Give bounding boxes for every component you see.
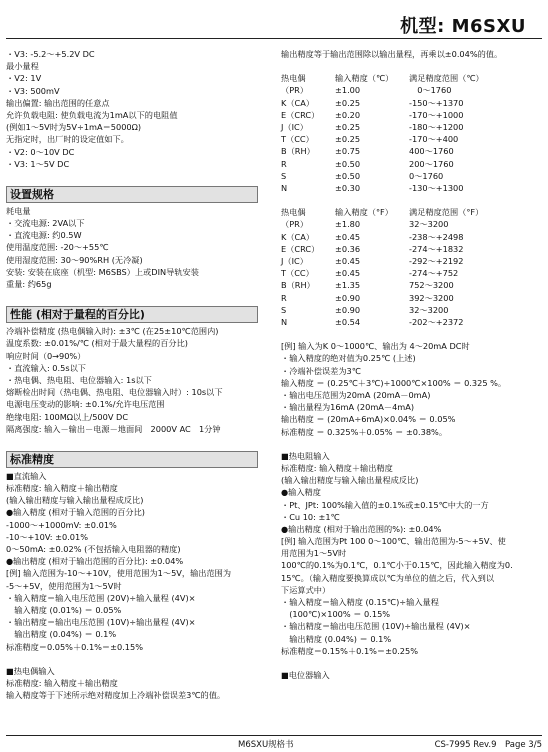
table-cell: ±0.36 <box>335 243 361 254</box>
text-line: (100℃)×100% ＝ 0.15% <box>281 609 391 620</box>
footer-doc-title: M6SXU规格书 <box>238 740 294 750</box>
text-line: 标准精度 ＝ 0.325%＋0.05% ＝ ±0.38%。 <box>281 426 448 437</box>
output-accuracy-intro: 输出精度等于输出范围除以输出量程，再乘以±0.04%的值。 <box>281 49 503 59</box>
rtd-accuracy-block <box>281 450 543 682</box>
table-row <box>281 170 539 182</box>
text-line: 标准精度: 输入精度＋输出精度 <box>281 462 393 473</box>
text-line: ・V2: 1V <box>6 73 42 84</box>
table-row <box>281 145 539 157</box>
table-header-row <box>281 206 539 218</box>
table-cell: K（CA） <box>281 97 315 108</box>
section-header-performance: 性能 (相对于量程的百分比) <box>6 306 258 323</box>
table-cell: -292～+2192 <box>409 256 464 267</box>
spacer <box>281 438 543 450</box>
text-line: ・输出精度＝输出电压范围 (10V)÷输出量程 (4V)× <box>6 617 196 628</box>
spacer <box>281 194 543 206</box>
text-line: ■热电偶输入 <box>6 665 55 676</box>
text-line: 标准精度＝0.05%＋0.1%＝±0.15% <box>6 641 143 652</box>
text-line: ●输出精度 (相对于输出范围的%): ±0.04% <box>281 523 442 534</box>
table-row <box>281 158 539 170</box>
left-column <box>6 48 258 701</box>
text-line: ・输入精度＝输入电压范围 (20V)÷输入量程 (4V)× <box>6 592 196 603</box>
text-line: ・V3: 500mV <box>6 85 60 96</box>
table-row <box>281 304 539 316</box>
table-cell: -274～+752 <box>409 268 459 279</box>
table-row <box>281 279 539 291</box>
table-row <box>281 182 539 194</box>
table-cell: ±1.00 <box>335 85 361 96</box>
table-header-cell: 满足精度范围（°F） <box>409 207 484 218</box>
table-cell: -150～+1370 <box>409 97 464 108</box>
text-line: 耗电量 <box>6 205 31 216</box>
table-cell: N <box>281 317 288 328</box>
text-line: 响应时间（0→90%） <box>6 350 86 361</box>
table-cell: ±0.20 <box>335 109 361 120</box>
table-cell: -238～+2498 <box>409 231 464 242</box>
section-header-accuracy: 标准精度 <box>6 451 258 468</box>
accuracy-spec-block <box>6 470 258 702</box>
table-cell: ±0.50 <box>335 158 361 169</box>
text-line <box>6 653 258 665</box>
table-cell: ±1.80 <box>335 219 361 230</box>
text-line: 输入精度 (0.01%) ＝ 0.05% <box>6 604 122 615</box>
table-cell: -274～+1832 <box>409 243 464 254</box>
text-line: [例] 输入范围为Pt 100 0～100℃、输出范围为-5～+5V、使 <box>281 536 506 547</box>
table-cell: 200～1760 <box>409 158 454 169</box>
text-line: ●输入精度 <box>281 487 321 498</box>
text-line: 输入精度等于下述所示绝对精度加上冷端补偿误差3℃的值。 <box>6 690 226 701</box>
table-cell: ±0.45 <box>335 268 361 279</box>
table-row <box>281 109 539 121</box>
text-line: ●输入精度 (相对于输入范围的百分比) <box>6 507 145 518</box>
table-cell: ±0.90 <box>335 304 361 315</box>
installation-spec-block <box>6 205 258 290</box>
text-line: 用范围为1～5V时 <box>281 548 347 559</box>
text-line: 标准精度＝0.15%＋0.1%＝±0.25% <box>281 645 418 656</box>
text-line: ■电位器输入 <box>281 670 330 681</box>
table-cell: ±0.45 <box>335 231 361 242</box>
table-row <box>281 97 539 109</box>
table-row <box>281 218 539 230</box>
thermocouple-fahrenheit-table <box>281 206 539 328</box>
table-cell: J（IC） <box>281 256 308 267</box>
footer-rule <box>6 735 542 736</box>
table-cell: -170～+1000 <box>409 109 464 120</box>
text-line: 输出精度 ＝ (20mA÷6mA)×0.04% ＝ 0.05% <box>281 414 456 425</box>
table-cell: K（CA） <box>281 231 315 242</box>
table-header-cell: 热电偶 <box>281 73 306 84</box>
text-line: -1000～+1000mV: ±0.01% <box>6 519 117 530</box>
table-cell: R <box>281 158 287 169</box>
text-line: ■热电阻输入 <box>281 450 330 461</box>
table-cell: ±1.35 <box>335 280 361 291</box>
table-row <box>281 255 539 267</box>
table-cell: 400～1760 <box>409 146 454 157</box>
text-line: ・直流输入: 0.5s以下 <box>6 362 86 373</box>
table-row <box>281 316 539 328</box>
table-row <box>281 267 539 279</box>
text-line: ・输出电压范围为20mA (20mA－0mA) <box>281 390 431 400</box>
text-line: (输入输出精度与输入输出量程成反比) <box>6 495 144 506</box>
table-row <box>281 292 539 304</box>
text-line: ・Pt、JPt: 100%输入值的±0.1%或±0.15℃中大的一方 <box>281 499 489 510</box>
text-line: 标准精度: 输入精度＋输出精度 <box>6 678 118 689</box>
text-line: ・Cu 10: ±1℃ <box>281 511 340 522</box>
text-line: 下运算式中） <box>281 584 331 595</box>
text-line: (输入输出精度与输入输出量程成反比) <box>281 475 419 486</box>
text-line: ・输入精度＝输入精度 (0.15℃)÷输入量程 <box>281 597 439 607</box>
text-line: ・直流电源: 约0.5W <box>6 230 82 241</box>
table-cell: 32～3200 <box>409 219 449 230</box>
spacer <box>6 170 258 182</box>
table-cell: ±0.54 <box>335 317 361 328</box>
text-line: ・输入精度的绝对值为0.25℃ (上述) <box>281 353 416 364</box>
table-row <box>281 231 539 243</box>
performance-spec-block <box>6 325 258 435</box>
page-title: 机型: M6SXU <box>400 16 526 37</box>
table-cell: T（CC） <box>281 268 314 279</box>
right-column <box>281 48 543 681</box>
table-cell: E（CRC） <box>281 243 320 254</box>
text-line: ・输出量程为16mA (20mA－4mA) <box>281 402 415 413</box>
table-header-cell: 满足精度范围（℃） <box>409 73 484 84</box>
text-line: 电源电压变动的影响: ±0.1%/允许电压范围 <box>6 399 165 410</box>
table-cell: T（CC） <box>281 134 314 145</box>
text-line: [例] 输入范围为-10～+10V，使用范围为1～5V，输出范围为 <box>6 568 232 579</box>
section-header-installation: 设置规格 <box>6 186 258 203</box>
text-line: ・V2: 0～10V DC <box>6 146 75 157</box>
table-cell: （PR） <box>281 85 309 96</box>
text-line: 输出精度 (0.04%) ＝ 0.1% <box>6 629 117 640</box>
table-cell: 752～3200 <box>409 280 454 291</box>
table-cell: 392～3200 <box>409 292 454 303</box>
text-line: 最小量程 <box>6 61 39 72</box>
table-cell: R <box>281 292 287 303</box>
text-line: ●输出精度 (相对于输出范围的百分比): ±0.04% <box>6 556 184 567</box>
table-cell: ±0.25 <box>335 134 361 145</box>
text-line: 隔离强度: 输入－输出－电源－地面间 2000V AC 1分钟 <box>6 423 221 434</box>
text-line: 安装: 安装在底座（机型: M6SBS）上或DIN导轨安装 <box>6 266 199 277</box>
table-cell: E（CRC） <box>281 109 320 120</box>
text-line: -10～+10V: ±0.01% <box>6 531 89 542</box>
text-line: 冷端补偿精度 (热电偶输入时): ±3℃ (在25±10℃范围内) <box>6 326 219 337</box>
spacer <box>281 328 543 340</box>
text-line: 使用温度范围: -20～+55℃ <box>6 242 109 253</box>
text-line: ・V3: -5.2～+5.2V DC <box>6 49 95 59</box>
text-line: ・冷端补偿误差为3℃ <box>281 365 361 376</box>
text-line: 使用湿度范围: 30～90%RH (无冷凝) <box>6 254 143 265</box>
table-cell: -130～+1300 <box>409 183 464 194</box>
table-row <box>281 133 539 145</box>
table-row <box>281 84 539 96</box>
spacer <box>6 290 258 302</box>
table-cell: B（RH） <box>281 280 315 291</box>
text-line: ・交流电源: 2VA以下 <box>6 218 85 229</box>
header-rule <box>6 38 542 39</box>
text-line: (例如1～5V时为5V÷1mA＝5000Ω) <box>6 122 142 133</box>
table-header-cell: 热电偶 <box>281 207 306 218</box>
text-line: 输出偏置: 输出范围的任意点 <box>6 97 110 108</box>
text-line: ・V3: 1～5V DC <box>6 158 70 169</box>
footer-doc-ref: CS-7995 Rev.9 Page 3/5 <box>434 740 542 750</box>
text-line: 无指定时，出厂时的设定值如下。 <box>6 134 129 145</box>
text-line: 0～50mA: ±0.02% (不包括输入电阻器的精度) <box>6 544 181 554</box>
table-cell: （PR） <box>281 219 309 230</box>
table-cell: 32～3200 <box>409 304 449 315</box>
table-cell: -202～+2372 <box>409 317 464 328</box>
table-header-cell: 输入精度（℃） <box>335 73 394 84</box>
table-cell: ±0.25 <box>335 97 361 108</box>
text-line: 允许负载电阻: 使负载电流为1mA以下的电阻值 <box>6 109 178 120</box>
thermocouple-example-block <box>281 340 543 438</box>
table-row <box>281 121 539 133</box>
table-cell: ±0.90 <box>335 292 361 303</box>
table-cell: ±0.75 <box>335 146 361 157</box>
table-cell: ±0.25 <box>335 122 361 132</box>
table-cell: ±0.30 <box>335 183 361 194</box>
table-cell: 0～1760 <box>409 170 444 181</box>
text-line <box>281 657 543 669</box>
text-line: 输入精度 ＝ (0.25℃＋3℃)÷1000℃×100% ＝ 0.325 %。 <box>281 377 507 388</box>
table-header-row <box>281 72 539 84</box>
table-cell: ±0.45 <box>335 256 361 267</box>
table-cell: ±0.50 <box>335 170 361 181</box>
table-row <box>281 243 539 255</box>
text-line: ■直流输入 <box>6 470 47 481</box>
text-line: 100℃的0.1%为0.1℃，0.1℃小于0.15℃，因此输入精度为0. <box>281 560 513 571</box>
text-line: 标准精度: 输入精度＋输出精度 <box>6 483 118 494</box>
text-line: -5～+5V，使用范围为1～5V时 <box>6 580 122 591</box>
text-line: 熔断检出时间（热电偶、热电阻、电位器输入时）: 10s以下 <box>6 387 223 398</box>
text-line: 输出精度 (0.04%) ＝ 0.1% <box>281 633 392 644</box>
table-header-cell: 输入精度（°F） <box>335 207 393 218</box>
table-cell: S <box>281 304 287 315</box>
table-cell: -180～+1200 <box>409 122 464 132</box>
spacer <box>281 60 543 72</box>
table-cell: B（RH） <box>281 146 315 157</box>
text-line: ・热电偶、热电阻、电位器输入: 1s以下 <box>6 374 152 385</box>
thermocouple-celsius-table <box>281 72 539 194</box>
table-cell: -170～+400 <box>409 134 459 145</box>
text-line: ・输出精度＝输出电压范围 (10V)÷输出量程 (4V)× <box>281 621 471 632</box>
table-cell: J（IC） <box>281 122 308 132</box>
table-cell: S <box>281 170 287 181</box>
text-line: [例] 输入为K 0～1000℃、输出为 4～20mA DC时 <box>281 341 470 352</box>
text-line: 15℃。（输入精度要换算成以℃为单位的值之后，代入到以 <box>281 572 495 583</box>
table-cell: 0～1760 <box>409 85 452 96</box>
spacer <box>6 435 258 447</box>
text-line: 温度系数: ±0.01%/℃ (相对于最大量程的百分比) <box>6 338 188 349</box>
table-cell: N <box>281 183 288 194</box>
text-line: 绝缘电阻: 100MΩ以上/500V DC <box>6 411 129 422</box>
input-spec-block <box>6 48 258 170</box>
text-line: 重量: 约65g <box>6 279 52 289</box>
